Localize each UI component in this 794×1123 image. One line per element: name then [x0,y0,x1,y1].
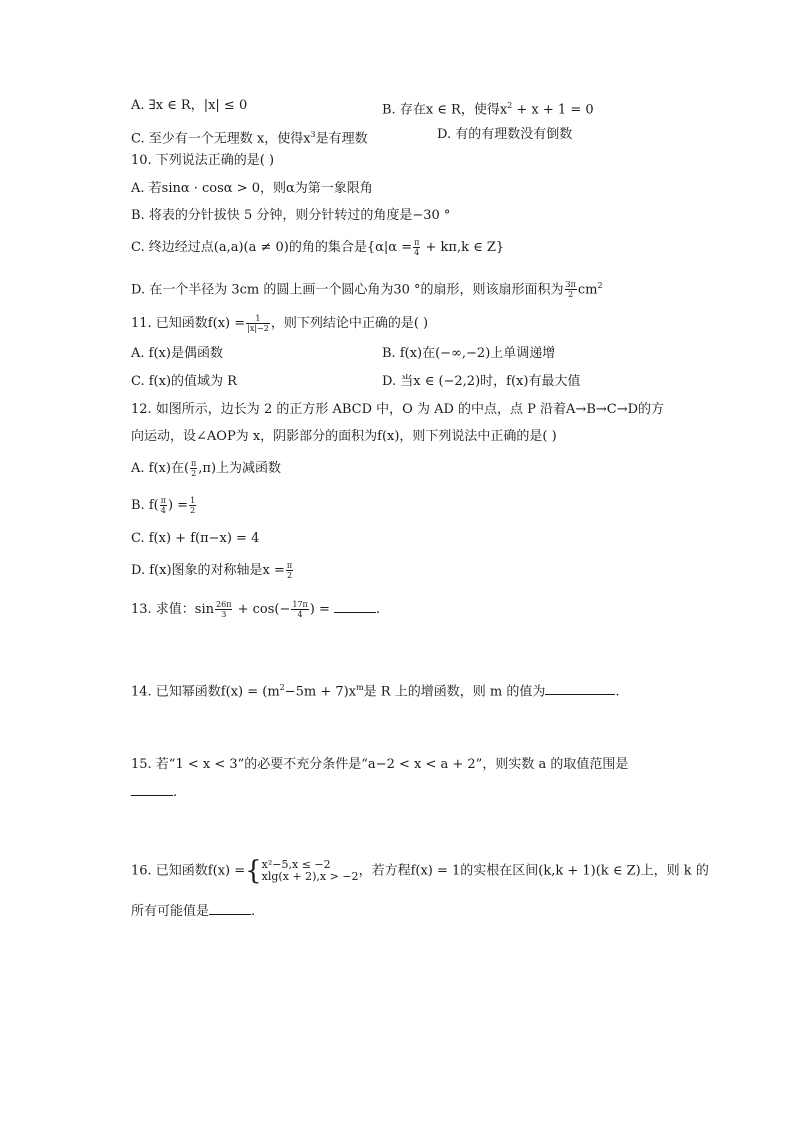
q10-option-c: C. 终边经过点(a,a)(a ≠ 0)的角的集合是{α|α = $\frac{\pi}{4}$ + kπ,k ∈ Z} [131,238,505,257]
q11-stem: 11. 已知函数f(x) = $\frac{1}{|x|-2}$ ，则下列结论中正确的是( ) [131,314,429,333]
left-brace: { [245,856,262,886]
q14-stem: 14. 已知幂函数$f(x) = (m^2-5m + 7)x^m$是 R 上的增函数，则 m 的值为 . [131,679,619,701]
q9-option-d: D. 有的有理数没有倒数 [437,127,573,142]
q11-option-b: B. f(x)在(−∞,−2)上单调递增 [382,346,556,361]
q16-answer-line: 所有可能值是 . [131,900,255,921]
fraction: $\frac{\pi}{4}$ [160,496,166,515]
fraction: $\frac{3\pi}{2}$ [565,280,576,300]
q12-stem-line2: 向运动，设∠AOP为 x，阴影部分的面积为f(x)，则下列说法中正确的是( ) [131,429,557,444]
fraction: $\frac{\pi}{2}$ [286,561,293,580]
q15-stem: 15. 若“1 < x < 3”的必要不充分条件是“a−2 < x < a + 2”，则实数 a 的取值范围是 [131,757,629,772]
q11-option-d: D. 当x ∈ (−2,2)时，f(x)有最大值 [382,374,581,389]
fraction: $\frac{\pi}{4}$ [414,238,420,257]
answer-blank[interactable] [545,680,615,695]
q12-option-b: B. f( $\frac{\pi}{4}$ ) = $\frac{1}{2}$ [131,496,196,515]
q12-stem-line1: 12. 如图所示，边长为 2 的正方形 ABCD 中，O 为 AD 的中点，点 P 沿着A→B→C→D的方 [131,402,665,417]
q12-option-a: A. f(x)在( $\frac{\pi}{2}$ ,π)上为减函数 [131,459,282,478]
q9-option-b: B. 存在x ∈ R，使得$x^2 + x + 1 = 0$ [382,101,594,118]
fraction: $\frac{26\pi}{3}$ [216,600,232,619]
fraction: $\frac{1}{2}$ [190,496,196,515]
q9-option-a: A. ∃x ∈ R，|x| ≤ 0 [131,98,248,113]
q12-option-c: C. f(x) + f(π−x) = 4 [131,531,260,546]
fraction: $\frac{17\pi}{4}$ [292,600,308,619]
q9-option-c: C. 至少有一个无理数 x，使得$x^3$是有理数 [131,130,368,147]
fraction: $\frac{\pi}{2}$ [191,459,197,478]
q15-answer-line: . [131,781,177,802]
q10-option-d: D. 在一个半径为 3cm 的圆上画一个圆心角为30 °的扇形，则该扇形面积为 $\frac{3\pi}{2}$ $cm^2$ [131,280,603,300]
q10-option-b: B. 将表的分针拔快 5 分钟，则分针转过的角度是−30 ° [131,208,451,223]
q10-stem: 10. 下列说法正确的是( ) [131,153,275,168]
q13-stem: 13. 求值：sin $\frac{26\pi}{3}$ + cos(− $\frac{17\pi}{4}$ ) = . [131,600,381,619]
answer-blank[interactable] [334,598,376,613]
q10-option-a: A. 若sinα · cosα > 0，则α为第一象限角 [131,181,373,196]
q11-option-a: A. f(x)是偶函数 [131,346,223,361]
answer-blank[interactable] [209,900,251,915]
q11-option-c: C. f(x)的值域为 R [131,374,237,389]
q12-option-d: D. f(x)图象的对称轴是x = $\frac{\pi}{2}$ [131,561,293,580]
fraction: $\frac{1}{|x|-2}$ [247,314,269,333]
answer-blank[interactable] [131,781,173,796]
piecewise-cases: x²−5,x ≤ −2 xlg(x + 2),x > −2 [261,858,359,883]
q16-stem: 16. 已知函数f(x) ={ x²−5,x ≤ −2 xlg(x + 2),x > −2 ，若方程f(x) = 1的实根在区间(k,k + 1)(k ∈ Z)上，则 k 的 [131,856,709,886]
